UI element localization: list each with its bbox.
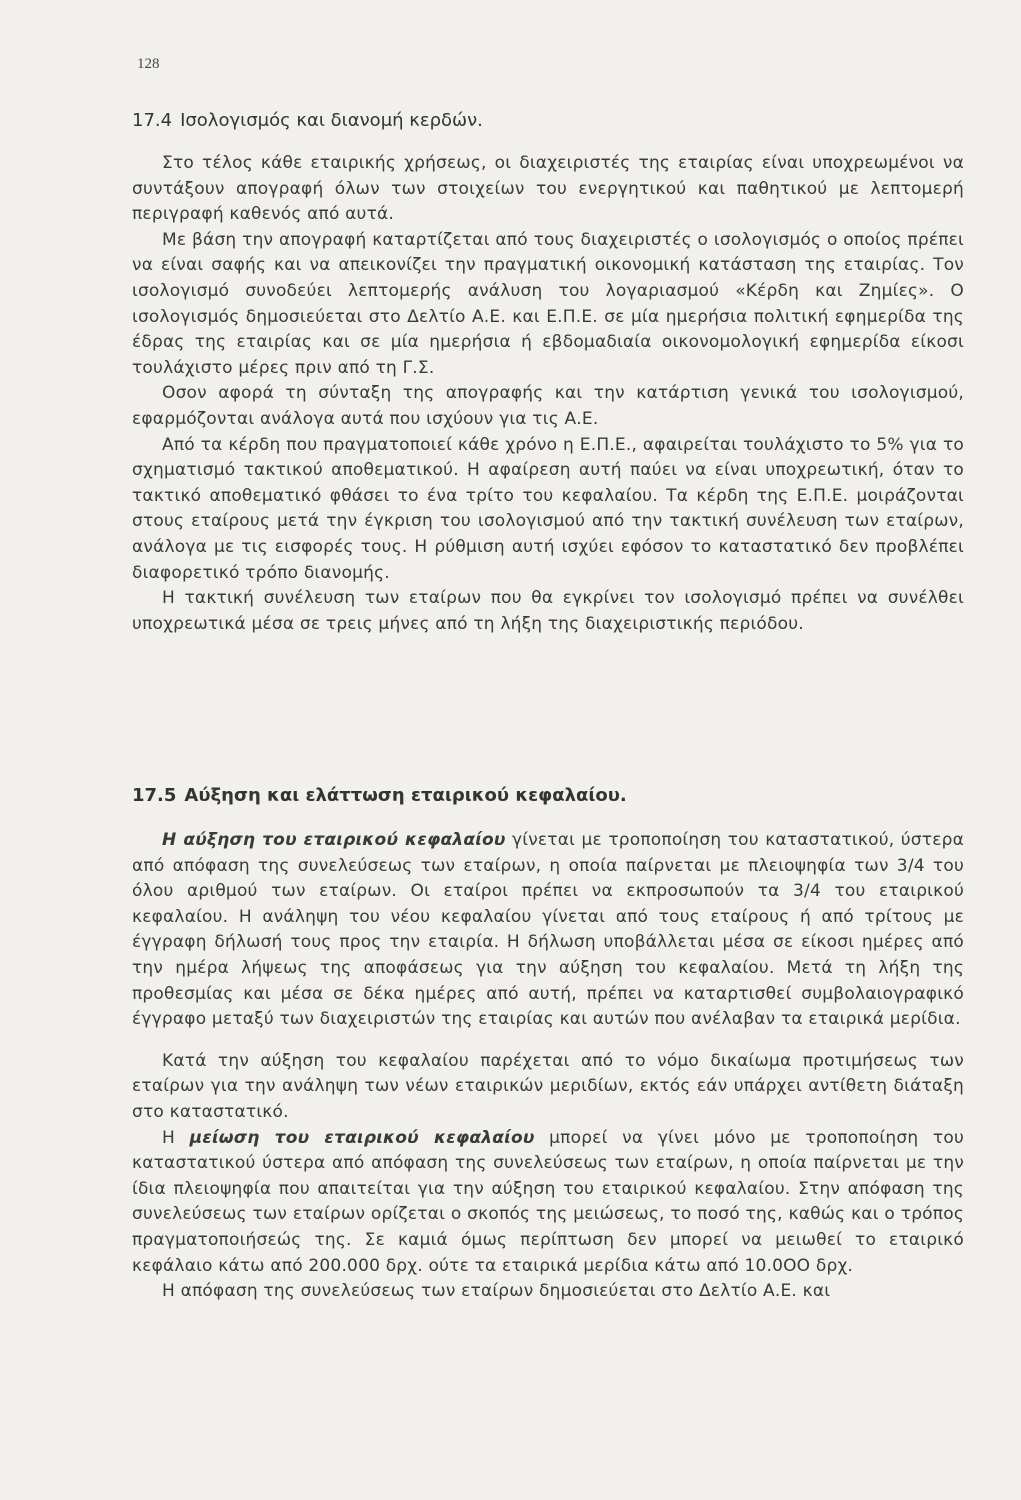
paragraph-text: γίνεται με τροποποίηση του καταστατικού, ύστερα από απόφαση της συνελεύσεως των εταίρων, η οποία παίρνεται με πλειοψηφία των 3/4 του όλου αριθμού των εταίρων. Οι εταίροι πρέπει να εκπροσωπούν τα 3/4 του εταιρικού κεφαλαίου. Η ανάληψη του νέου κεφαλαίου γίνεται από τους εταίρους ή από τρίτους με έγγραφη δήλωσή τους προς την εταιρία. Η δήλωση υποβάλλεται μέσα σε είκοσι ημέρες από την ημέρα λήψεως της αποφάσεως για την αύξηση του κεφαλαίου. Μετά τη λήξη της προθεσμίας και μέσα σε δέκα ημέρες από αυτή, πρέπει να καταρτισθεί συμβολαιογραφικό έγγραφο μεταξύ των διαχειριστών της εταιρίας και αυτών που ανέλαβαν τα εταιρικά μερίδια. — [132, 830, 964, 1030]
section-title: Ισολογισμός και διανομή κερδών. — [180, 110, 483, 131]
section-17-5 — [132, 785, 964, 1305]
paragraph: Με βάση την απογραφή καταρτίζεται από τους διαχειριστές ο ισολογισμός ο οποίος πρέπει να είναι σαφής και να απεικονίζει την πραγματική οικονομική κατάσταση της εταιρίας. Τον ισολογισμό συνοδεύει λεπτομερής ανάλυση του λογαριασμού «Κέρδη και Ζημίες». Ο ισολογισμός δημοσιεύεται στο Δελτίο Α.Ε. και Ε.Π.Ε. σε μία ημερήσια πολιτική εφημερίδα της έδρας της εταιρίας και σε μία ημερήσια ή εβδομαδιαία οικονομολογική εφημερίδα είκοσι τουλάχιστο μέρες πριν από τη Γ.Σ. — [132, 229, 964, 378]
section-title: Αύξηση και ελάττωση εταιρικού κεφαλαίου. — [184, 785, 627, 806]
paragraph: Η απόφαση της συνελεύσεως των εταίρων δημοσιεύεται στο Δελτίο Α.Ε. και — [162, 1281, 831, 1302]
section-17-4 — [132, 110, 964, 637]
paragraph — [132, 1126, 964, 1280]
section-heading — [132, 110, 964, 131]
paragraph: Κατά την αύξηση του κεφαλαίου παρέχεται από το νόμο δικαίωμα προτιμήσεως των εταίρων για την ανάληψη των νέων εταιρικών μεριδίων, εκτός εάν υπάρχει αντίθετη διάταξη στο καταστατικό. — [132, 1050, 964, 1122]
paragraph-text: μπορεί να γίνει μόνο με τροποποίηση του καταστατικού ύστερα από απόφαση της συνελεύσεως των εταίρων, η οποία παίρνεται με την ίδια πλειοψηφία που απαιτείται για την αύξηση του εταιρικού κεφαλαίου. Στην απόφαση της συνελεύσεως των εταίρων ορίζεται ο σκοπός της μειώσεως, το ποσό της, καθώς και ο τρόπος πραγματοποιήσεώς της. Σε καμιά όμως περίπτωση δεν μπορεί να μειωθεί το εταιρικό κεφάλαιο κάτω από 200.000 δρχ. ούτε τα εταιρικά μερίδια κάτω από 10.0ΟΟ δρχ. — [132, 1127, 964, 1276]
section-number: 17.4 — [132, 110, 173, 131]
paragraph-prefix: Η — [162, 1127, 190, 1148]
emphasized-term: Η αύξηση του εταιρικού κεφαλαίου — [162, 830, 506, 850]
page-number: 128 — [137, 56, 160, 72]
paragraph: Η τακτική συνέλευση των εταίρων που θα εγκρίνει τον ισολογισμό πρέπει να συνέλθει υποχρεωτικά μέσα σε τρεις μήνες από τη λήξη της διαχειριστικής περιόδου. — [132, 588, 964, 634]
paragraph: Από τα κέρδη που πραγματοποιεί κάθε χρόνο η Ε.Π.Ε., αφαιρείται τουλάχιστο το 5% για το σχηματισμό τακτικού αποθεματικού. Η αφαίρεση αυτή παύει να είναι υποχρεωτική, όταν το τακτικό αποθεματικό φθάσει το ένα τρίτο του κεφαλαίου. Τα κέρδη της Ε.Π.Ε. μοιράζονται στους εταίρους μετά την έγκριση του ισολογισμού από την τακτική συνέλευση των εταίρων, ανάλογα με τις εισφορές τους. Η ρύθμιση αυτή ισχύει εφόσον το καταστατικό δεν προβλέπει διαφορετικό τρόπο διανομής. — [132, 434, 964, 583]
paragraph — [132, 828, 964, 1033]
emphasized-term: μείωση του εταιρικού κεφαλαίου — [189, 1127, 535, 1148]
section-heading — [132, 785, 964, 806]
paragraph: Στο τέλος κάθε εταιρικής χρήσεως, οι διαχειριστές της εταιρίας είναι υποχρεωμένοι να συντάξουν απογραφή όλων των στοιχείων του ενεργητικού και παθητικού με λεπτομερή περιγραφή καθενός από αυτά. — [132, 153, 964, 225]
paragraph: Οσον αφορά τη σύνταξη της απογραφής και την κατάρτιση γενικά του ισολογισμού, εφαρμόζονται ανάλογα αυτά που ισχύουν για τις Α.Ε. — [132, 383, 964, 429]
section-number: 17.5 — [132, 785, 177, 806]
